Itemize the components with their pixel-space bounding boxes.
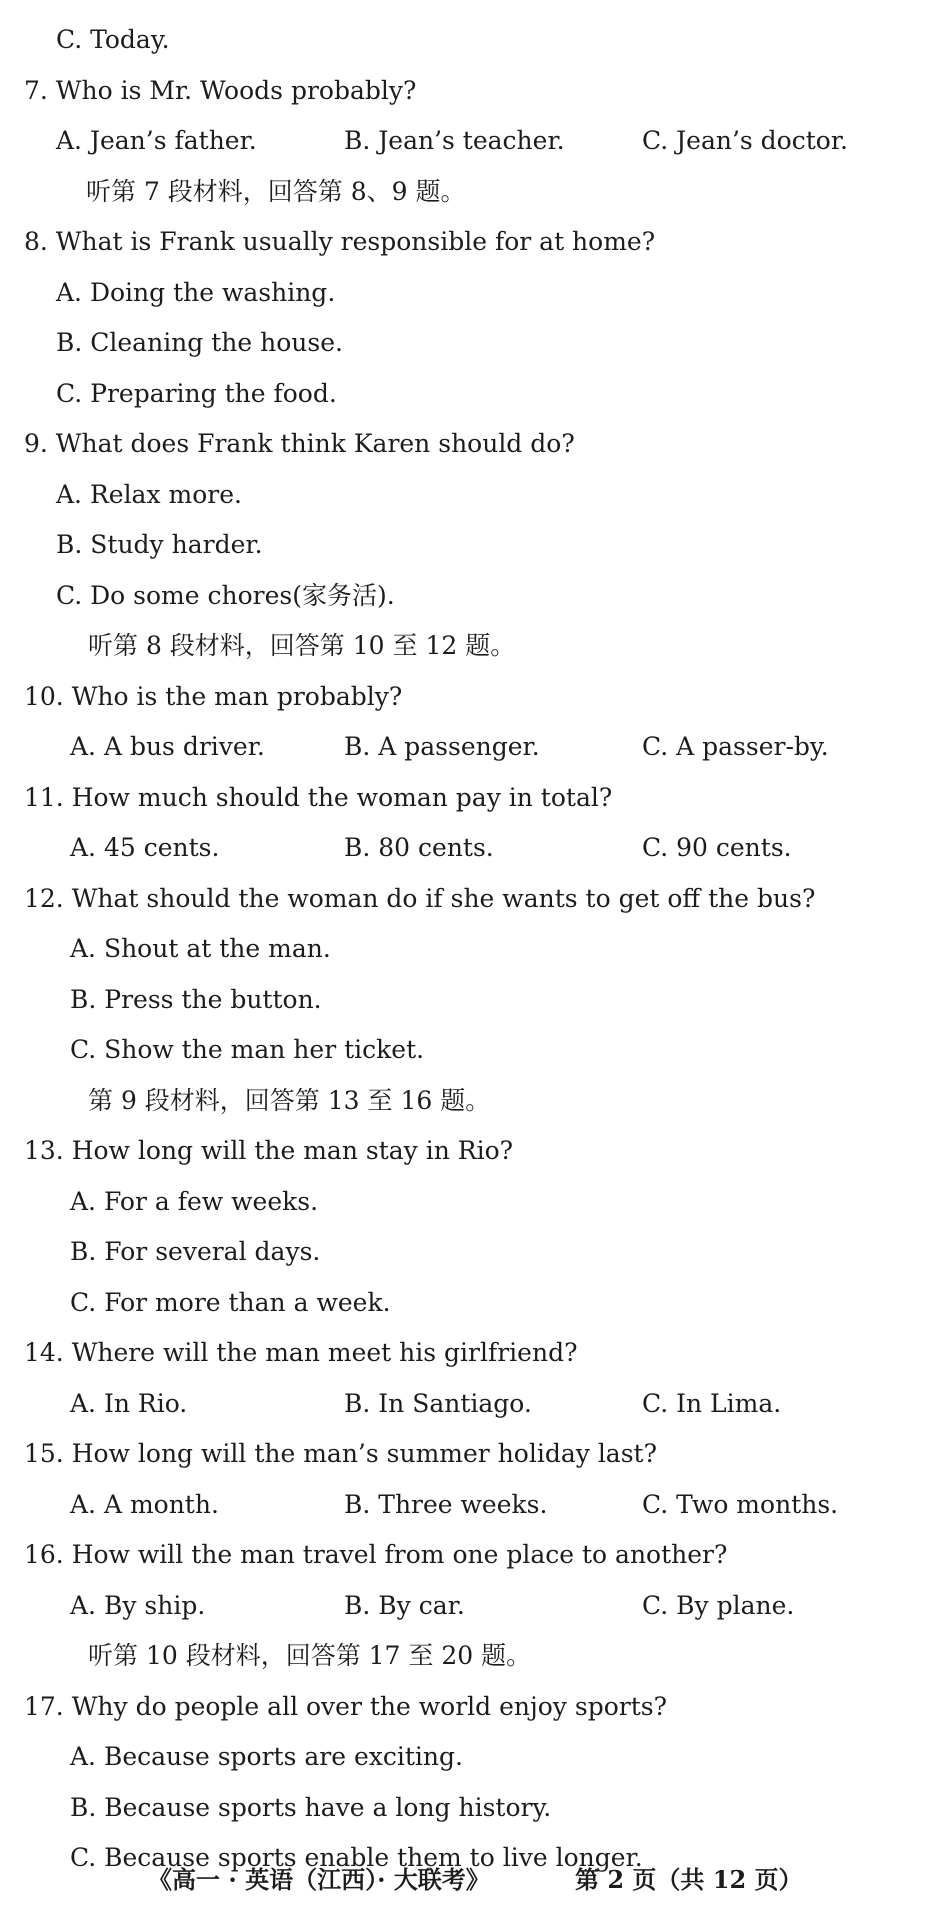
instruction-text: 听第 7 段材料，回答第 8、9 题。	[86, 176, 466, 206]
instruction-text: 第 9 段材料，回答第 13 至 16 题。	[88, 1085, 491, 1115]
instruction-line	[0, 1634, 950, 1678]
option-line	[0, 978, 950, 1022]
options-row	[0, 1382, 950, 1426]
question-line	[0, 1129, 950, 1173]
question-text: 10. Who is the man probably?	[24, 681, 403, 711]
option-line	[0, 1735, 950, 1779]
options-row	[0, 1584, 950, 1628]
option-c: C. In Lima.	[642, 1388, 782, 1418]
instruction-line	[0, 624, 950, 668]
question-line	[0, 422, 950, 466]
options-row	[0, 826, 950, 870]
question-text: 17. Why do people all over the world enjoy sports?	[24, 1691, 667, 1721]
option-line	[0, 523, 950, 567]
question-line	[0, 220, 950, 264]
option-c: C. A passer-by.	[642, 732, 829, 761]
question-line	[0, 1331, 950, 1375]
option-a: A. 45 cents.	[70, 833, 220, 862]
question-text: 8. What is Frank usually responsible for at home?	[24, 227, 656, 256]
option-line	[0, 1230, 950, 1274]
instruction-line	[0, 170, 950, 214]
options-row	[0, 1483, 950, 1527]
option-text: C. For more than a week.	[70, 1287, 391, 1317]
option-text: A. For a few weeks.	[70, 1186, 319, 1216]
option-b: B. A passenger.	[344, 732, 540, 761]
option-text: A. Relax more.	[56, 479, 242, 509]
option-a: A. Jean’s father.	[56, 126, 257, 155]
option-text: A. Doing the washing.	[56, 277, 336, 307]
option-line	[0, 271, 950, 315]
option-line	[0, 1180, 950, 1224]
question-text: 11. How much should the woman pay in total?	[24, 782, 613, 812]
question-line	[0, 776, 950, 820]
footer-title: 《高一 · 英语（江西）· 大联考》	[148, 1865, 490, 1894]
option-b: B. Three weeks.	[344, 1489, 548, 1519]
option-b: B. By car.	[344, 1590, 465, 1620]
option-c: C. Two months.	[642, 1489, 839, 1519]
option-text: C. Do some chores(家务活).	[56, 580, 395, 610]
question-line	[0, 1685, 950, 1729]
question-text: 15. How long will the man’s summer holiday last?	[24, 1439, 657, 1468]
question-text: 12. What should the woman do if she wants to get off the bus?	[24, 883, 816, 913]
question-line	[0, 1533, 950, 1577]
option-text: C. Show the man her ticket.	[70, 1035, 425, 1064]
option-text: A. Because sports are exciting.	[70, 1742, 463, 1771]
option-b: B. In Santiago.	[344, 1388, 532, 1418]
option-text: C. Because sports enable them to live longer.	[70, 1843, 643, 1872]
option-text: B. Cleaning the house.	[56, 328, 343, 357]
option-line	[0, 18, 950, 62]
option-b: B. 80 cents.	[344, 833, 494, 862]
option-line	[0, 1786, 950, 1830]
option-text: C. Preparing the food.	[56, 378, 337, 408]
option-c: C. By plane.	[642, 1590, 795, 1620]
option-line	[0, 574, 950, 618]
option-text: B. Because sports have a long history.	[70, 1792, 552, 1822]
question-text: 14. Where will the man meet his girlfriend?	[24, 1338, 578, 1367]
instruction-text: 听第 10 段材料，回答第 17 至 20 题。	[88, 1641, 532, 1670]
option-line	[0, 372, 950, 416]
question-text: 13. How long will the man stay in Rio?	[24, 1136, 514, 1165]
question-line	[0, 877, 950, 921]
question-text: 9. What does Frank think Karen should do?	[24, 429, 575, 458]
instruction-line	[0, 1079, 950, 1123]
option-line	[0, 321, 950, 365]
option-text: C. Today.	[56, 25, 170, 54]
instruction-text: 听第 8 段材料，回答第 10 至 12 题。	[88, 631, 516, 660]
option-line	[0, 473, 950, 517]
option-text: B. For several days.	[70, 1237, 321, 1266]
option-b: B. Jean’s teacher.	[344, 126, 565, 155]
option-text: B. Press the button.	[70, 984, 322, 1014]
question-line	[0, 69, 950, 113]
question-line	[0, 1432, 950, 1476]
option-text: B. Study harder.	[56, 530, 263, 559]
option-c: C. 90 cents.	[642, 833, 792, 862]
option-a: A. In Rio.	[70, 1388, 188, 1418]
option-line	[0, 1028, 950, 1072]
option-c: C. Jean’s doctor.	[642, 126, 848, 155]
option-a: A. A month.	[70, 1489, 219, 1519]
question-text: 7. Who is Mr. Woods probably?	[24, 75, 417, 105]
option-line	[0, 1281, 950, 1325]
option-line	[0, 927, 950, 971]
option-text: A. Shout at the man.	[70, 934, 331, 963]
option-a: A. By ship.	[70, 1590, 206, 1620]
options-row	[0, 725, 950, 769]
footer-page-info: 第 2 页（共 12 页）	[575, 1865, 803, 1894]
question-text: 16. How will the man travel from one place to another?	[24, 1540, 728, 1569]
options-row	[0, 119, 950, 163]
option-a: A. A bus driver.	[70, 732, 265, 761]
question-line	[0, 675, 950, 719]
page-footer	[0, 1858, 950, 1902]
